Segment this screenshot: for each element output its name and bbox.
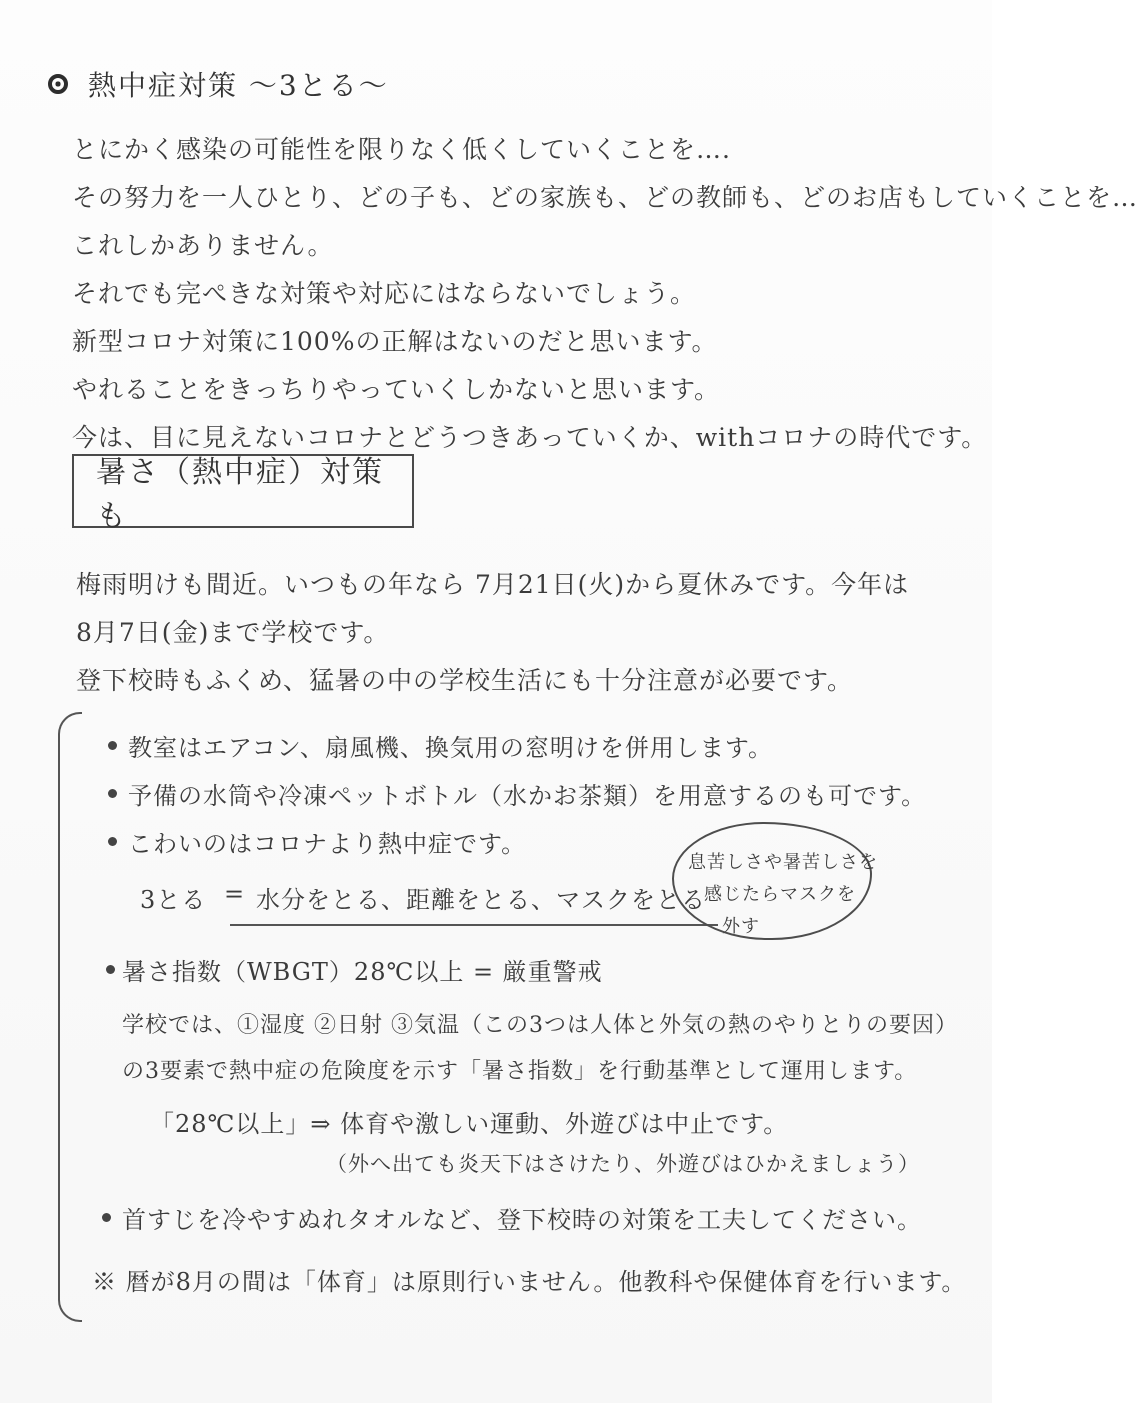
intro-line-1: とにかく感染の可能性を限りなく低くしていくことを…. xyxy=(72,135,731,164)
bullet-dot-icon xyxy=(108,741,117,750)
intro-line-2: その努力を一人ひとり、どの子も、どの家族も、どの教師も、どのお店もしていくことを… xyxy=(72,183,1138,212)
bullet-heatstroke: こわいのはコロナより熱中症です。 xyxy=(128,830,527,858)
intro-line-4: それでも完ぺきな対策や対応にはならないでしょう。 xyxy=(72,279,697,308)
three-toru-label: 3とる xyxy=(140,886,207,914)
three-toru-equals: = xyxy=(224,880,246,908)
title-bullet-icon xyxy=(48,74,68,94)
three-toru-items: 水分をとる、距離をとる、マスクをとる xyxy=(256,886,706,914)
bullet-dot-icon xyxy=(108,789,117,798)
wbgt-detail-4: （外へ出ても炎天下はさけたり、外遊びはひかえましょう） xyxy=(326,1152,920,1176)
paragraph-line-2: 8月7日(金)まで学校です。 xyxy=(76,618,390,647)
intro-line-7: 今は、目に見えないコロナとどうつきあっていくか、withコロナの時代です。 xyxy=(72,423,988,452)
bullet-dot-icon xyxy=(102,1213,111,1222)
wbgt-detail-3: 「28℃以上」⇒ 体育や激しい運動、外遊びは中止です。 xyxy=(150,1110,789,1138)
cloud-text-1: 息苦しさや暑苦しさを xyxy=(688,852,878,873)
bullet-water: 予備の水筒や冷凍ペットボトル（水かお茶類）を用意するのも可です。 xyxy=(128,782,927,810)
bullet-dot-icon xyxy=(108,837,117,846)
wbgt-detail-2: の3要素で熱中症の危険度を示す「暑さ指数」を行動基準として運用します。 xyxy=(122,1059,918,1084)
page-title: 熱中症対策 ～3とる～ xyxy=(88,69,389,102)
bullet-dot-icon xyxy=(106,965,115,974)
boxed-heading xyxy=(72,454,414,534)
wbgt-detail-1: 学校では、①湿度 ②日射 ③気温（この3つは人体と外気の熱のやりとりの要因） xyxy=(122,1013,958,1038)
bullet-neck-towel: 首すじを冷やすぬれタオルなど、登下校時の対策を工夫してください。 xyxy=(122,1206,922,1234)
three-toru-underline xyxy=(230,924,718,926)
boxed-heading-text: 暑さ（熱中症）対策も xyxy=(96,455,384,534)
bullet-aircon: 教室はエアコン、扇風機、換気用の窓明けを併用します。 xyxy=(128,734,773,762)
paragraph-line-1: 梅雨明けも間近。いつもの年なら 7月21日(火)から夏休みです。今年は xyxy=(76,570,910,599)
paragraph-line-3: 登下校時もふくめ、猛暑の中の学校生活にも十分注意が必要です。 xyxy=(76,666,854,695)
note-pe: ※ 暦が8月の間は「体育」は原則行いません。他教科や保健体育を行います。 xyxy=(92,1268,967,1296)
cloud-text-2: 感じたらマスクを xyxy=(704,884,856,905)
cloud-text-3: 外す xyxy=(722,916,760,937)
intro-line-3: これしかありません。 xyxy=(72,231,334,260)
bracket-line xyxy=(58,712,82,1322)
title-row xyxy=(48,64,389,104)
bullet-wbgt: 暑さ指数（WBGT）28℃以上 = 厳重警戒 xyxy=(122,958,603,986)
intro-line-5: 新型コロナ対策に100%の正解はないのだと思います。 xyxy=(72,327,718,356)
intro-line-6: やれることをきっちりやっていくしかないと思います。 xyxy=(72,375,721,404)
